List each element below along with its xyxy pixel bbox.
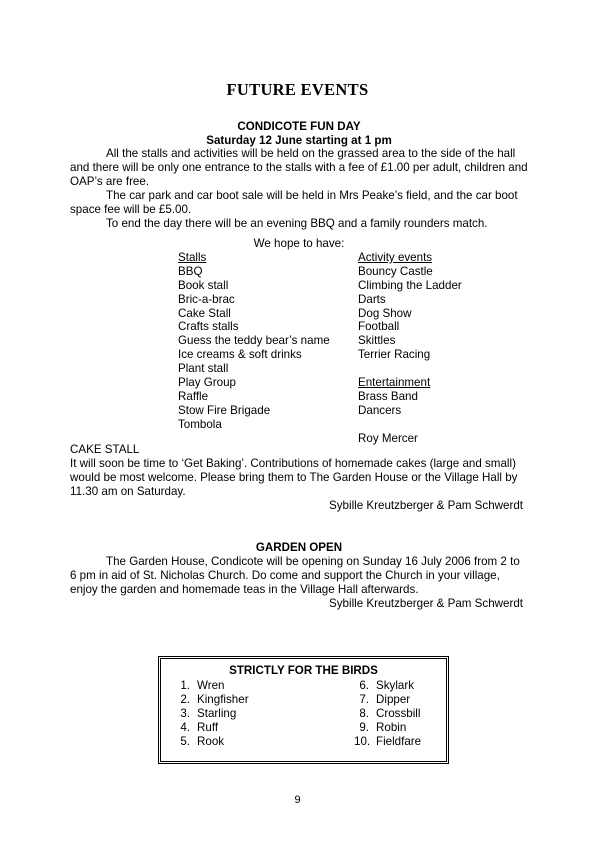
fun-day-paragraph: To end the day there will be an evening BBQ and a family rounders match. [106, 217, 488, 230]
list-item: Football [358, 320, 400, 334]
list-item: 4. Ruff [180, 721, 219, 734]
activity-heading: Activity events [358, 251, 433, 264]
list-item: Skittles [358, 334, 396, 348]
list-item: Raffle [178, 389, 209, 403]
list-item: Crafts stalls [178, 320, 239, 334]
entertainment-heading: Entertainment [358, 376, 431, 390]
list-item: Tombola [178, 417, 222, 431]
list-item: Brass Band [358, 389, 418, 403]
list-item: 10. Fieldfare [354, 735, 422, 748]
fun-day-paragraph: The car park and car boot sale will be held in Mrs Peake’s field, and the car boot space fee will be £5.00. [70, 189, 518, 216]
list-item: Cake Stall [178, 306, 231, 320]
cake-stall-signature: Sybille Kreutzberger & Pam Schwerdt [329, 499, 523, 512]
garden-open-signature: Sybille Kreutzberger & Pam Schwerdt [329, 597, 523, 610]
stalls-list [178, 251, 330, 432]
list-item: Roy Mercer [358, 431, 418, 445]
list-item: Climbing the Ladder [358, 278, 462, 292]
list-item: Darts [358, 292, 386, 306]
hope-text: We hope to have: [253, 237, 345, 250]
list-item [358, 418, 462, 432]
cake-stall-heading: CAKE STALL [70, 443, 140, 456]
list-item: BBQ [178, 264, 203, 278]
page-number: 9 [294, 794, 301, 806]
fun-day-heading: CONDICOTE FUN DAY [237, 120, 361, 133]
list-item: Bouncy Castle [358, 264, 433, 278]
page-title: FUTURE EVENTS [226, 80, 369, 99]
activities-list [358, 251, 462, 445]
birds-box [158, 656, 449, 764]
fun-day-body [70, 147, 528, 231]
list-item: 3. Starling [180, 707, 237, 720]
fun-day-subheading: Saturday 12 June starting at 1 pm [206, 134, 392, 147]
list-item: Dog Show [358, 306, 412, 320]
garden-open-body [70, 555, 528, 597]
list-item: 1. Wren [180, 679, 225, 692]
list-item: Guess the teddy bear’s name [178, 334, 330, 348]
list-item: 5. Rook [180, 735, 225, 748]
birds-heading: STRICTLY FOR THE BIRDS [229, 664, 378, 677]
birds-list-left [175, 679, 249, 749]
list-item: Ice creams & soft drinks [178, 348, 302, 362]
garden-open-text: The Garden House, Condicote will be opening on Sunday 16 July 2006 from 2 to 6 pm in aid of St. Nicholas Church. Do come and support the Church in your village, enjoy the garden and homemade teas in the Village Hall afterwards. [70, 555, 520, 596]
stalls-heading: Stalls [178, 251, 207, 264]
list-item: Plant stall [178, 362, 229, 376]
birds-list-right [354, 679, 421, 749]
list-item: 6. Skylark [359, 679, 415, 692]
list-item: Stow Fire Brigade [178, 403, 271, 417]
list-item: Terrier Racing [358, 348, 431, 362]
garden-open-heading: GARDEN OPEN [255, 541, 343, 554]
list-item: 2. Kingfisher [180, 693, 249, 706]
list-item: 7. Dipper [359, 693, 411, 706]
cake-stall-text: It will soon be time to ‘Get Baking’. Contributions of homemade cakes (large and small) would be most welcome. Please bring them to The Garden House or the Village Hall by 11.30 am on Saturday. [70, 457, 518, 498]
list-item: Bric-a-brac [178, 292, 235, 306]
list-item: 9. Robin [359, 721, 407, 734]
list-item: Dancers [358, 403, 402, 417]
list-item: Book stall [178, 278, 229, 292]
spacer [358, 362, 462, 376]
list-item: Play Group [178, 376, 236, 390]
fun-day-paragraph: All the stalls and activities will be held on the grassed area to the side of the hall and there will be only one entrance to the stalls with a fee of £1.00 per adult, children and OAP’s are free. [70, 147, 528, 188]
list-item: 8. Crossbill [359, 707, 421, 720]
